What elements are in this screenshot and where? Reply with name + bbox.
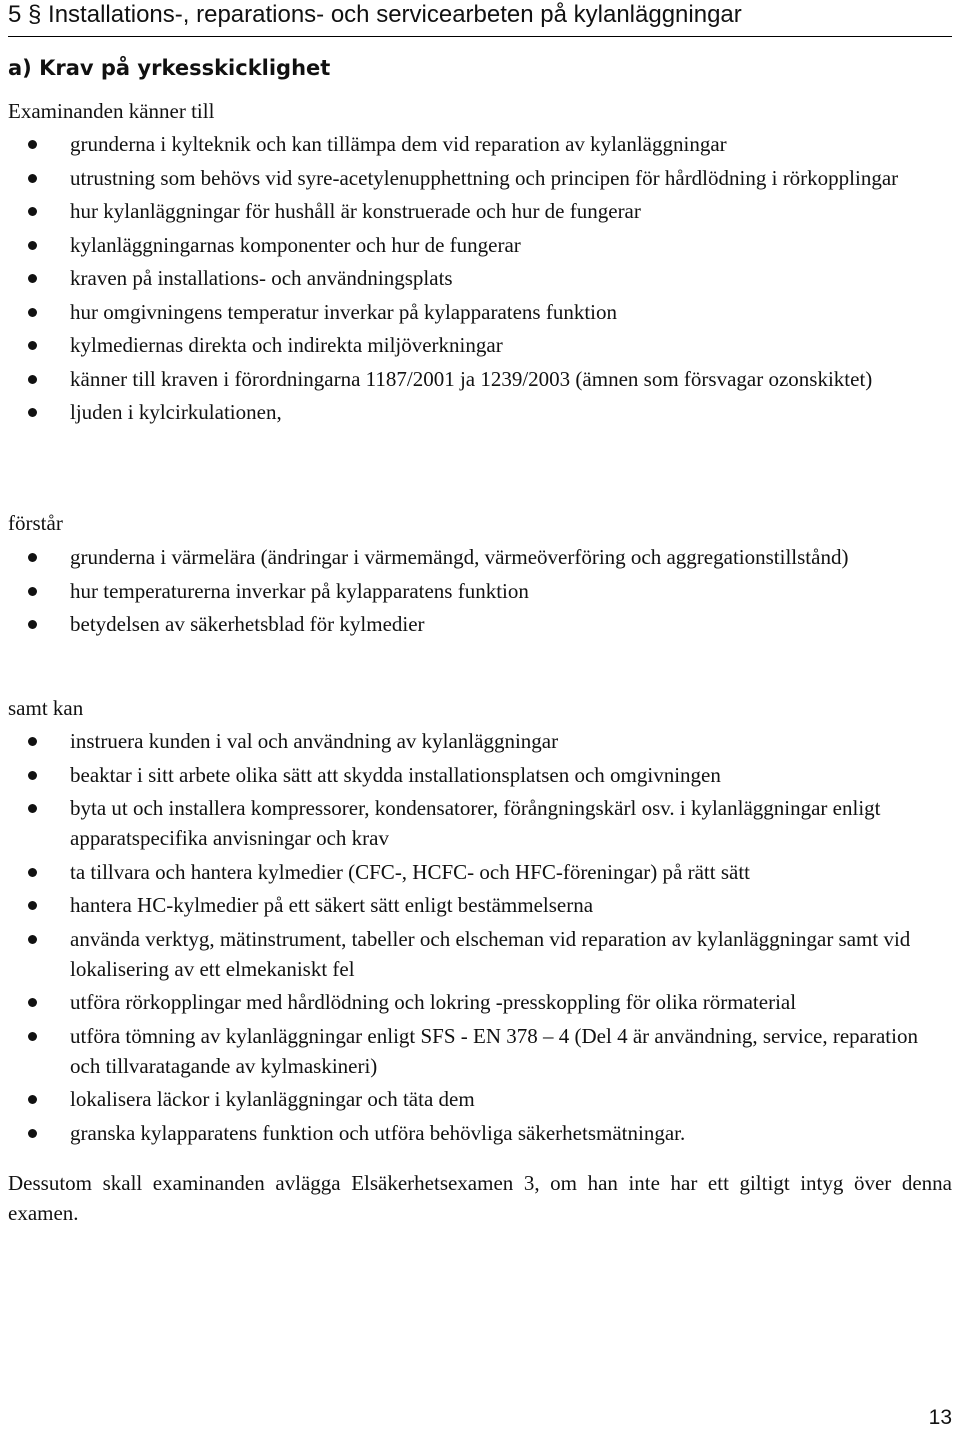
page-number: 13 [928, 1406, 952, 1429]
list-item: ta tillvara och hantera kylmedier (CFC-, HCFC- och HFC-föreningar) på rätt sätt [0, 857, 960, 887]
bullet-icon [28, 274, 37, 283]
list-item: betydelsen av säkerhetsblad för kylmedier [0, 609, 960, 639]
bullet-icon [28, 140, 37, 149]
list-item: beaktar i sitt arbete olika sätt att skydda installationsplatsen och omgivningen [0, 760, 960, 790]
bullet-icon [28, 998, 37, 1007]
bullet-icon [28, 587, 37, 596]
section2-list [0, 542, 960, 643]
section1-list [0, 129, 960, 431]
section3-intro: samt kan [8, 696, 84, 720]
list-item: lokalisera läckor i kylanläggningar och täta dem [0, 1084, 960, 1114]
bullet-icon [28, 174, 37, 183]
section3-list [0, 726, 960, 1151]
bullet-icon [28, 771, 37, 780]
bullet-icon [28, 1032, 37, 1041]
bullet-icon [28, 901, 37, 910]
bullet-icon [28, 408, 37, 417]
list-item: utföra tömning av kylanläggningar enligt SFS - EN 378 – 4 (Del 4 är användning, service, reparation och tillvaratagande av kylmaskineri) [0, 1021, 960, 1081]
list-item: hur kylanläggningar för hushåll är konstruerade och hur de fungerar [0, 196, 960, 226]
bullet-icon [28, 308, 37, 317]
section1-intro: Examinanden känner till [8, 99, 215, 123]
list-item: hantera HC-kylmedier på ett säkert sätt enligt bestämmelserna [0, 890, 960, 920]
list-item: känner till kraven i förordningarna 1187/2001 ja 1239/2003 (ämnen som försvagar ozonskiktet) [0, 364, 960, 394]
bullet-icon [28, 737, 37, 746]
list-item: grunderna i värmelära (ändringar i värmemängd, värmeöverföring och aggregationstillstånd) [0, 542, 960, 572]
bullet-icon [28, 241, 37, 250]
section-heading: 5 § Installations-, reparations- och servicearbeten på kylanläggningar [8, 0, 952, 37]
bullet-icon [28, 804, 37, 813]
bullet-icon [28, 375, 37, 384]
list-item: instruera kunden i val och användning av kylanläggningar [0, 726, 960, 756]
closing-paragraph: Dessutom skall examinanden avlägga Elsäkerhetsexamen 3, om han inte har ett giltigt intyg över denna examen. [8, 1171, 952, 1225]
list-item: granska kylapparatens funktion och utföra behövliga säkerhetsmätningar. [0, 1118, 960, 1148]
list-item: ljuden i kylcirkulationen, [0, 397, 960, 427]
list-item: kylmediernas direkta och indirekta miljöverkningar [0, 330, 960, 360]
list-item: hur temperaturerna inverkar på kylapparatens funktion [0, 576, 960, 606]
bullet-icon [28, 1095, 37, 1104]
list-item: grunderna i kylteknik och kan tillämpa dem vid reparation av kylanläggningar [0, 129, 960, 159]
subheading: a) Krav på yrkesskicklighet [8, 56, 331, 80]
bullet-icon [28, 207, 37, 216]
section2-intro: förstår [8, 511, 63, 535]
list-item: utrustning som behövs vid syre-acetylenupphettning och principen för hårdlödning i rörkopplingar [0, 163, 960, 193]
list-item: hur omgivningens temperatur inverkar på kylapparatens funktion [0, 297, 960, 327]
bullet-icon [28, 935, 37, 944]
list-item: byta ut och installera kompressorer, kondensatorer, förångningskärl osv. i kylanläggningar enligt apparatspecifika anvisningar och krav [0, 793, 960, 853]
bullet-icon [28, 553, 37, 562]
list-item: kylanläggningarnas komponenter och hur de fungerar [0, 230, 960, 260]
bullet-icon [28, 341, 37, 350]
bullet-icon [28, 620, 37, 629]
list-item: använda verktyg, mätinstrument, tabeller och elscheman vid reparation av kylanläggningar samt vid lokalisering av ett elmekaniskt fel [0, 924, 960, 984]
list-item: kraven på installations- och användningsplats [0, 263, 960, 293]
bullet-icon [28, 868, 37, 877]
list-item: utföra rörkopplingar med hårdlödning och lokring -presskoppling för olika rörmaterial [0, 987, 960, 1017]
bullet-icon [28, 1129, 37, 1138]
